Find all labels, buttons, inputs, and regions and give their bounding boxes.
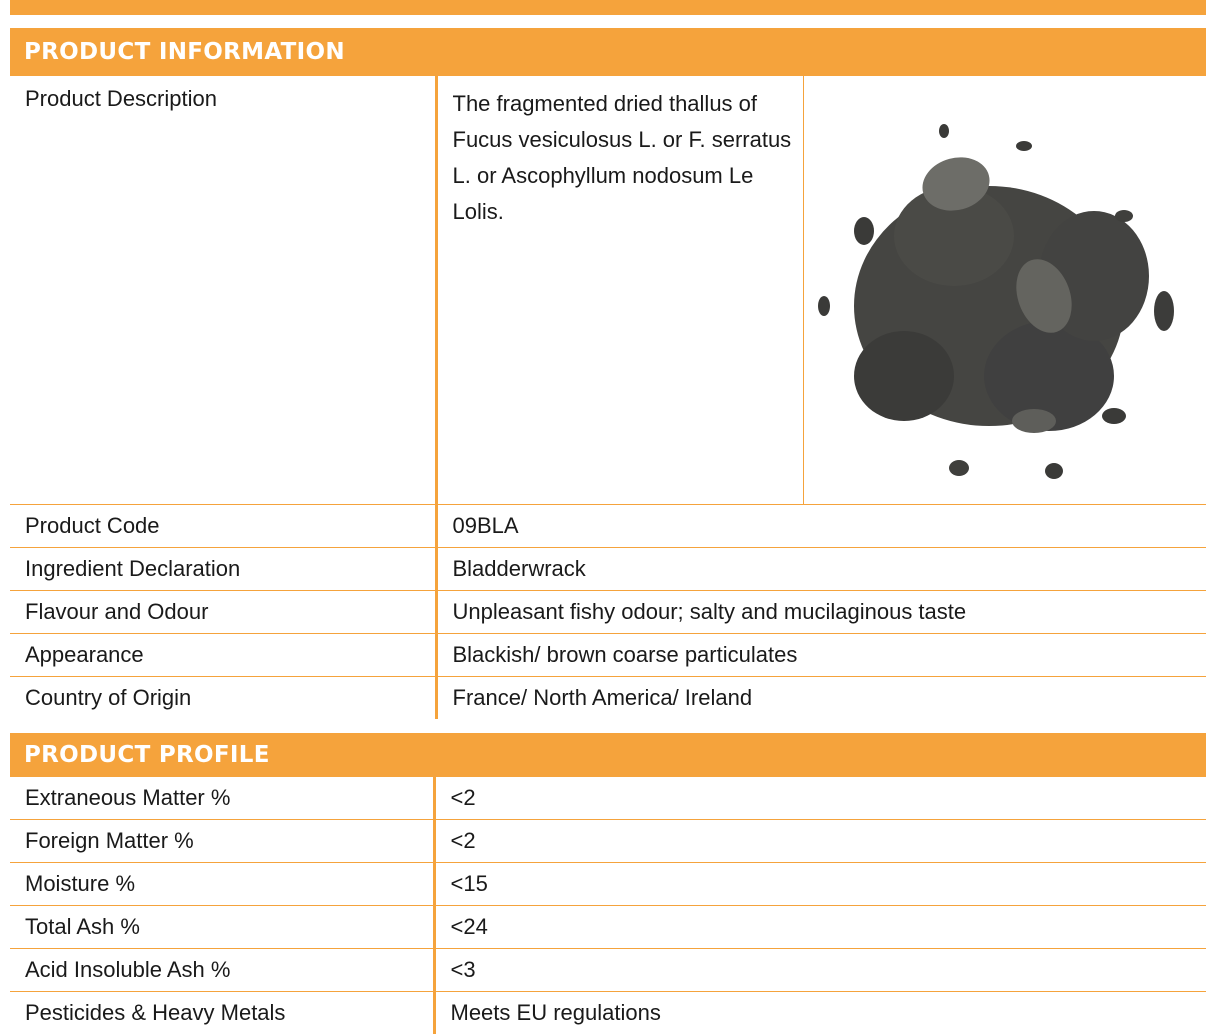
row-label: Moisture %	[10, 863, 434, 906]
table-row	[10, 634, 1206, 677]
row-label: Product Code	[10, 505, 436, 548]
table-row	[10, 505, 1206, 548]
product-image-cell	[803, 76, 1206, 505]
row-value: Unpleasant fishy odour; salty and mucilaginous taste	[436, 591, 1206, 634]
row-value: Meets EU regulations	[434, 992, 1206, 1034]
table-row	[10, 863, 1206, 906]
row-label: Acid Insoluble Ash %	[10, 949, 434, 992]
row-label: Flavour and Odour	[10, 591, 436, 634]
table-row	[10, 949, 1206, 992]
row-value: Blackish/ brown coarse particulates	[436, 634, 1206, 677]
dried-seaweed-image	[804, 76, 1206, 494]
product-profile-table	[10, 777, 1206, 1034]
row-label: Pesticides & Heavy Metals	[10, 992, 434, 1034]
table-row	[10, 820, 1206, 863]
row-label: Product Description	[10, 76, 436, 505]
row-label: Extraneous Matter %	[10, 777, 434, 820]
row-value: <24	[434, 906, 1206, 949]
row-value: <15	[434, 863, 1206, 906]
product-information-table	[10, 76, 1206, 719]
row-value: The fragmented dried thallus of Fucus vesiculosus L. or F. serratus L. or Ascophyllum nodosum Le Lolis.	[436, 76, 803, 505]
row-label: Country of Origin	[10, 677, 436, 720]
table-row	[10, 906, 1206, 949]
table-row	[10, 992, 1206, 1034]
top-accent-bar	[10, 0, 1206, 15]
product-information-heading: PRODUCT INFORMATION	[10, 28, 1206, 76]
row-value: 09BLA	[436, 505, 1206, 548]
row-label: Foreign Matter %	[10, 820, 434, 863]
row-value: Bladderwrack	[436, 548, 1206, 591]
row-value: <2	[434, 777, 1206, 820]
table-row	[10, 76, 1206, 505]
row-value: <3	[434, 949, 1206, 992]
table-row	[10, 777, 1206, 820]
table-row	[10, 548, 1206, 591]
table-row	[10, 677, 1206, 720]
row-label: Ingredient Declaration	[10, 548, 436, 591]
row-value: France/ North America/ Ireland	[436, 677, 1206, 720]
row-label: Appearance	[10, 634, 436, 677]
row-label: Total Ash %	[10, 906, 434, 949]
table-row	[10, 591, 1206, 634]
product-profile-heading: PRODUCT PROFILE	[10, 733, 1206, 777]
row-value: <2	[434, 820, 1206, 863]
